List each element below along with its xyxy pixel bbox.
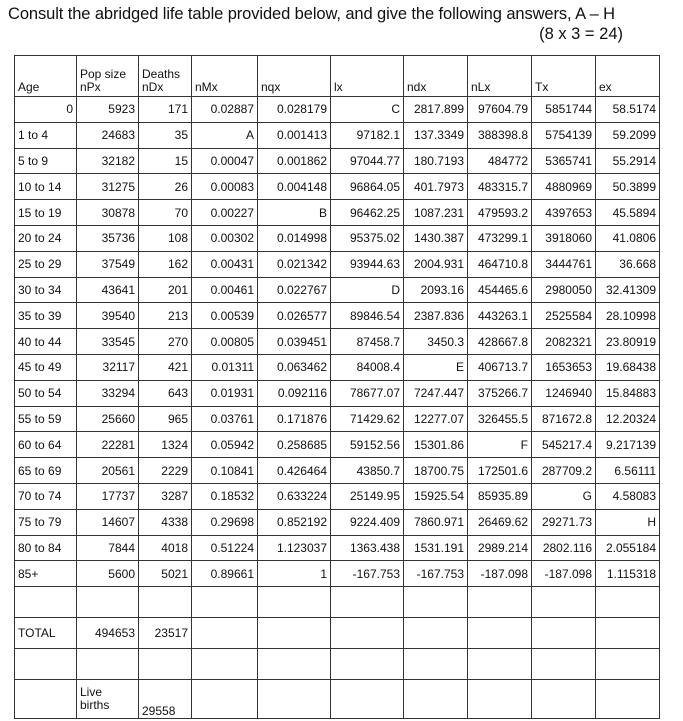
live-births-value: 29558	[139, 680, 192, 719]
cell-ex: 4.58083	[596, 483, 660, 509]
cell-nlx: -187.098	[468, 561, 532, 587]
cell-nmx: 0.02887	[192, 97, 258, 123]
header-line1: Deaths	[142, 67, 181, 81]
cell-nmx: 0.00227	[192, 200, 258, 226]
blank-cell	[596, 680, 660, 719]
cell-nmx: 0.29698	[192, 509, 258, 535]
cell-ex: 1.115318	[596, 561, 660, 587]
header-line2: ndx	[407, 80, 427, 94]
cell-pop-size: 30878	[77, 200, 139, 226]
blank-cell	[192, 587, 258, 618]
header-nmx	[192, 56, 258, 97]
live-births-row	[15, 680, 660, 719]
cell-nmx: 0.18532	[192, 483, 258, 509]
cell-nlx: 326455.5	[468, 406, 532, 432]
table-row	[15, 509, 660, 535]
cell-pop-size: 7844	[77, 535, 139, 561]
blank-cell	[139, 587, 192, 618]
cell-nlx: 388398.8	[468, 122, 532, 148]
table-row	[15, 97, 660, 123]
header-ndx	[404, 56, 468, 97]
cell-tx: 1246940	[532, 380, 596, 406]
table-row	[15, 200, 660, 226]
cell-ex: 41.0806	[596, 225, 660, 251]
cell-tx: 287709.2	[532, 458, 596, 484]
cell-lx: 59152.56	[331, 432, 404, 458]
cell-nlx: 483315.7	[468, 174, 532, 200]
cell-ndx: 2387.836	[404, 303, 468, 329]
cell-age: 85+	[15, 561, 77, 587]
cell-pop-size: 31275	[77, 174, 139, 200]
header-line2: lx	[334, 80, 343, 94]
cell-age: 5 to 9	[15, 148, 77, 174]
cell-tx: 29271.73	[532, 509, 596, 535]
table-row	[15, 174, 660, 200]
cell-deaths: 70	[139, 200, 192, 226]
table-row	[15, 225, 660, 251]
cell-age: 70 to 74	[15, 483, 77, 509]
cell-lx: 43850.7	[331, 458, 404, 484]
cell-ex: 19.68438	[596, 354, 660, 380]
marks-text: (8 x 3 = 24)	[539, 25, 623, 43]
cell-lx: 84008.4	[331, 354, 404, 380]
cell-nqx: 0.014998	[258, 225, 331, 251]
cell-deaths: 5021	[139, 561, 192, 587]
blank-cell	[77, 587, 139, 618]
header-pop-size	[77, 56, 139, 97]
cell-deaths: 965	[139, 406, 192, 432]
cell-age: 15 to 19	[15, 200, 77, 226]
table-row	[15, 380, 660, 406]
cell-lx: 71429.62	[331, 406, 404, 432]
cell-age: 40 to 44	[15, 329, 77, 355]
live-births-label-line2: births	[80, 698, 110, 713]
cell-pop-size: 17737	[77, 483, 139, 509]
cell-pop-size: 14607	[77, 509, 139, 535]
blank-cell	[596, 587, 660, 618]
cell-pop-size: 33545	[77, 329, 139, 355]
header-line2: nDx	[142, 80, 164, 94]
cell-ex: 50.3899	[596, 174, 660, 200]
cell-lx: 9224.409	[331, 509, 404, 535]
cell-deaths: 108	[139, 225, 192, 251]
cell-ex: 36.668	[596, 251, 660, 277]
cell-nlx: 172501.6	[468, 458, 532, 484]
cell-nmx: 0.00805	[192, 329, 258, 355]
cell-nlx: 2989.214	[468, 535, 532, 561]
cell-deaths: 35	[139, 122, 192, 148]
life-table	[14, 55, 660, 719]
cell-pop-size: 37549	[77, 251, 139, 277]
table-row	[15, 354, 660, 380]
cell-ndx: 137.3349	[404, 122, 468, 148]
cell-ndx: 180.7193	[404, 148, 468, 174]
cell-pop-size: 43641	[77, 277, 139, 303]
cell-age: 65 to 69	[15, 458, 77, 484]
header-age	[15, 56, 77, 97]
cell-ndx: 1531.191	[404, 535, 468, 561]
cell-nmx: 0.00083	[192, 174, 258, 200]
cell-ex: 12.20324	[596, 406, 660, 432]
cell-lx: D	[331, 277, 404, 303]
cell-lx: 87458.7	[331, 329, 404, 355]
live-births-label-line1: Live	[80, 685, 103, 700]
cell-age: 50 to 54	[15, 380, 77, 406]
cell-nmx: 0.00302	[192, 225, 258, 251]
cell-lx: C	[331, 97, 404, 123]
cell-pop-size: 35736	[77, 225, 139, 251]
cell-tx: 871672.8	[532, 406, 596, 432]
live-births-label	[77, 680, 139, 719]
cell-nlx: 85935.89	[468, 483, 532, 509]
blank-cell	[258, 587, 331, 618]
cell-lx: 93944.63	[331, 251, 404, 277]
cell-lx: 97044.77	[331, 148, 404, 174]
header-line1: Pop size	[80, 67, 127, 81]
cell-age: 80 to 84	[15, 535, 77, 561]
cell-nmx: 0.00539	[192, 303, 258, 329]
blank-cell	[15, 680, 77, 719]
cell-tx: 1653653	[532, 354, 596, 380]
cell-nlx: 484772	[468, 148, 532, 174]
cell-nmx: 0.05942	[192, 432, 258, 458]
cell-tx: 5365741	[532, 148, 596, 174]
cell-nqx: 0.258685	[258, 432, 331, 458]
blank-cell	[404, 618, 468, 649]
blank-row	[15, 587, 660, 618]
cell-nqx: 0.171876	[258, 406, 331, 432]
cell-age: 25 to 29	[15, 251, 77, 277]
cell-nqx: 1.123037	[258, 535, 331, 561]
cell-pop-size: 24683	[77, 122, 139, 148]
cell-pop-size: 32182	[77, 148, 139, 174]
cell-nqx: 0.004148	[258, 174, 331, 200]
cell-tx: 2802.116	[532, 535, 596, 561]
cell-deaths: 213	[139, 303, 192, 329]
blank-cell	[331, 618, 404, 649]
cell-age: 30 to 34	[15, 277, 77, 303]
cell-nmx: 0.01931	[192, 380, 258, 406]
cell-ndx: 1087.231	[404, 200, 468, 226]
header-nlx	[468, 56, 532, 97]
cell-pop-size: 32117	[77, 354, 139, 380]
cell-ndx: 12277.07	[404, 406, 468, 432]
cell-pop-size: 33294	[77, 380, 139, 406]
cell-deaths: 171	[139, 97, 192, 123]
cell-age: 10 to 14	[15, 174, 77, 200]
table-row	[15, 329, 660, 355]
cell-deaths: 1324	[139, 432, 192, 458]
cell-nqx: 0.026577	[258, 303, 331, 329]
instructions-text: Consult the abridged life table provided below, and give the following answers, A – H	[8, 5, 615, 23]
cell-tx: 2980050	[532, 277, 596, 303]
cell-ndx: E	[404, 354, 468, 380]
header-deaths	[139, 56, 192, 97]
table-row	[15, 535, 660, 561]
cell-ex: 45.5894	[596, 200, 660, 226]
cell-ndx: 7247.447	[404, 380, 468, 406]
blank-cell	[331, 680, 404, 719]
cell-lx: 89846.54	[331, 303, 404, 329]
cell-tx: 3444761	[532, 251, 596, 277]
blank-cell	[192, 680, 258, 719]
total-row	[15, 618, 660, 649]
cell-nqx: 0.001862	[258, 148, 331, 174]
blank-cell	[192, 649, 258, 680]
cell-age: 20 to 24	[15, 225, 77, 251]
cell-ex: 9.217139	[596, 432, 660, 458]
cell-age: 60 to 64	[15, 432, 77, 458]
blank-cell	[15, 587, 77, 618]
cell-nqx: 0.092116	[258, 380, 331, 406]
blank-cell	[331, 649, 404, 680]
blank-cell	[258, 680, 331, 719]
cell-nmx: 0.00431	[192, 251, 258, 277]
cell-ex: 32.41309	[596, 277, 660, 303]
table-row	[15, 277, 660, 303]
cell-age: 0	[15, 97, 77, 123]
cell-ex: 6.56111	[596, 458, 660, 484]
cell-tx: 5754139	[532, 122, 596, 148]
table-row	[15, 432, 660, 458]
cell-deaths: 3287	[139, 483, 192, 509]
cell-ndx: 401.7973	[404, 174, 468, 200]
table-row	[15, 458, 660, 484]
cell-ndx: -167.753	[404, 561, 468, 587]
total-label: TOTAL	[15, 618, 77, 649]
header-line2: ex	[599, 80, 612, 94]
header-nqx	[258, 56, 331, 97]
cell-nlx: F	[468, 432, 532, 458]
cell-deaths: 643	[139, 380, 192, 406]
cell-ex: H	[596, 509, 660, 535]
cell-deaths: 4338	[139, 509, 192, 535]
cell-lx: 96864.05	[331, 174, 404, 200]
cell-nlx: 97604.79	[468, 97, 532, 123]
cell-nqx: B	[258, 200, 331, 226]
cell-deaths: 26	[139, 174, 192, 200]
cell-nqx: 0.001413	[258, 122, 331, 148]
total-pop: 494653	[77, 618, 139, 649]
cell-tx: 3918060	[532, 225, 596, 251]
cell-ndx: 2004.931	[404, 251, 468, 277]
table-row	[15, 148, 660, 174]
cell-ndx: 7860.971	[404, 509, 468, 535]
cell-deaths: 201	[139, 277, 192, 303]
blank-cell	[532, 680, 596, 719]
cell-nqx: 0.852192	[258, 509, 331, 535]
header-tx	[532, 56, 596, 97]
cell-ex: 2.055184	[596, 535, 660, 561]
cell-nqx: 0.063462	[258, 354, 331, 380]
cell-nlx: 26469.62	[468, 509, 532, 535]
cell-nqx: 0.633224	[258, 483, 331, 509]
cell-ex: 28.10998	[596, 303, 660, 329]
cell-tx: 4397653	[532, 200, 596, 226]
cell-lx: 25149.95	[331, 483, 404, 509]
cell-ndx: 15925.54	[404, 483, 468, 509]
cell-tx: G	[532, 483, 596, 509]
cell-nmx: 0.01311	[192, 354, 258, 380]
cell-lx: 95375.02	[331, 225, 404, 251]
cell-nlx: 454465.6	[468, 277, 532, 303]
cell-lx: 1363.438	[331, 535, 404, 561]
blank-cell	[77, 649, 139, 680]
cell-nmx: 0.89661	[192, 561, 258, 587]
blank-cell	[404, 680, 468, 719]
cell-nmx: A	[192, 122, 258, 148]
blank-cell	[404, 587, 468, 618]
blank-cell	[139, 649, 192, 680]
table-row	[15, 483, 660, 509]
cell-ex: 23.80919	[596, 329, 660, 355]
header-line2: nMx	[195, 80, 218, 94]
cell-nlx: 406713.7	[468, 354, 532, 380]
table-row	[15, 561, 660, 587]
cell-age: 55 to 59	[15, 406, 77, 432]
cell-lx: 97182.1	[331, 122, 404, 148]
table-row	[15, 303, 660, 329]
cell-nmx: 0.10841	[192, 458, 258, 484]
blank-cell	[532, 587, 596, 618]
cell-lx: -167.753	[331, 561, 404, 587]
header-lx	[331, 56, 404, 97]
cell-tx: 2082321	[532, 329, 596, 355]
blank-cell	[331, 587, 404, 618]
cell-nqx: 0.021342	[258, 251, 331, 277]
blank-cell	[532, 618, 596, 649]
cell-pop-size: 39540	[77, 303, 139, 329]
cell-nlx: 473299.1	[468, 225, 532, 251]
cell-lx: 96462.25	[331, 200, 404, 226]
cell-nqx: 0.039451	[258, 329, 331, 355]
cell-deaths: 270	[139, 329, 192, 355]
cell-ex: 59.2099	[596, 122, 660, 148]
cell-ex: 58.5174	[596, 97, 660, 123]
cell-deaths: 15	[139, 148, 192, 174]
cell-age: 45 to 49	[15, 354, 77, 380]
blank-cell	[532, 649, 596, 680]
cell-pop-size: 5600	[77, 561, 139, 587]
blank-cell	[468, 680, 532, 719]
cell-tx: 545217.4	[532, 432, 596, 458]
blank-cell	[468, 587, 532, 618]
cell-nlx: 443263.1	[468, 303, 532, 329]
header-line2: nqx	[261, 80, 281, 94]
blank-cell	[258, 649, 331, 680]
header-line2: nPx	[80, 80, 101, 94]
header-ex	[596, 56, 660, 97]
cell-nqx: 0.028179	[258, 97, 331, 123]
cell-age: 1 to 4	[15, 122, 77, 148]
blank-cell	[258, 618, 331, 649]
cell-deaths: 4018	[139, 535, 192, 561]
blank-cell	[192, 618, 258, 649]
cell-pop-size: 22281	[77, 432, 139, 458]
blank-cell	[404, 649, 468, 680]
cell-nmx: 0.00047	[192, 148, 258, 174]
cell-ndx: 15301.86	[404, 432, 468, 458]
blank-row	[15, 649, 660, 680]
cell-ndx: 1430.387	[404, 225, 468, 251]
table-row	[15, 406, 660, 432]
cell-tx: 5851744	[532, 97, 596, 123]
table-row	[15, 251, 660, 277]
cell-nlx: 428667.8	[468, 329, 532, 355]
header-line2: Tx	[535, 80, 549, 94]
cell-deaths: 2229	[139, 458, 192, 484]
cell-nmx: 0.03761	[192, 406, 258, 432]
cell-age: 35 to 39	[15, 303, 77, 329]
cell-ex: 15.84883	[596, 380, 660, 406]
blank-cell	[468, 649, 532, 680]
cell-ndx: 2093.16	[404, 277, 468, 303]
blank-cell	[468, 618, 532, 649]
cell-tx: 2525584	[532, 303, 596, 329]
cell-nqx: 0.426464	[258, 458, 331, 484]
cell-pop-size: 5923	[77, 97, 139, 123]
header-line2: Age	[18, 80, 40, 94]
cell-tx: -187.098	[532, 561, 596, 587]
blank-cell	[596, 618, 660, 649]
cell-nqx: 0.022767	[258, 277, 331, 303]
blank-cell	[15, 649, 77, 680]
table-header-row	[15, 56, 660, 97]
cell-age: 75 to 79	[15, 509, 77, 535]
cell-deaths: 162	[139, 251, 192, 277]
cell-nmx: 0.51224	[192, 535, 258, 561]
cell-nmx: 0.00461	[192, 277, 258, 303]
cell-nlx: 479593.2	[468, 200, 532, 226]
cell-nqx: 1	[258, 561, 331, 587]
total-deaths: 23517	[139, 618, 192, 649]
cell-ndx: 2817.899	[404, 97, 468, 123]
cell-deaths: 421	[139, 354, 192, 380]
cell-pop-size: 20561	[77, 458, 139, 484]
cell-ndx: 18700.75	[404, 458, 468, 484]
header-line2: nLx	[471, 80, 491, 94]
table-row	[15, 122, 660, 148]
cell-lx: 78677.07	[331, 380, 404, 406]
cell-ndx: 3450.3	[404, 329, 468, 355]
cell-nlx: 375266.7	[468, 380, 532, 406]
blank-cell	[596, 649, 660, 680]
cell-nlx: 464710.8	[468, 251, 532, 277]
cell-ex: 55.2914	[596, 148, 660, 174]
cell-pop-size: 25660	[77, 406, 139, 432]
cell-tx: 4880969	[532, 174, 596, 200]
